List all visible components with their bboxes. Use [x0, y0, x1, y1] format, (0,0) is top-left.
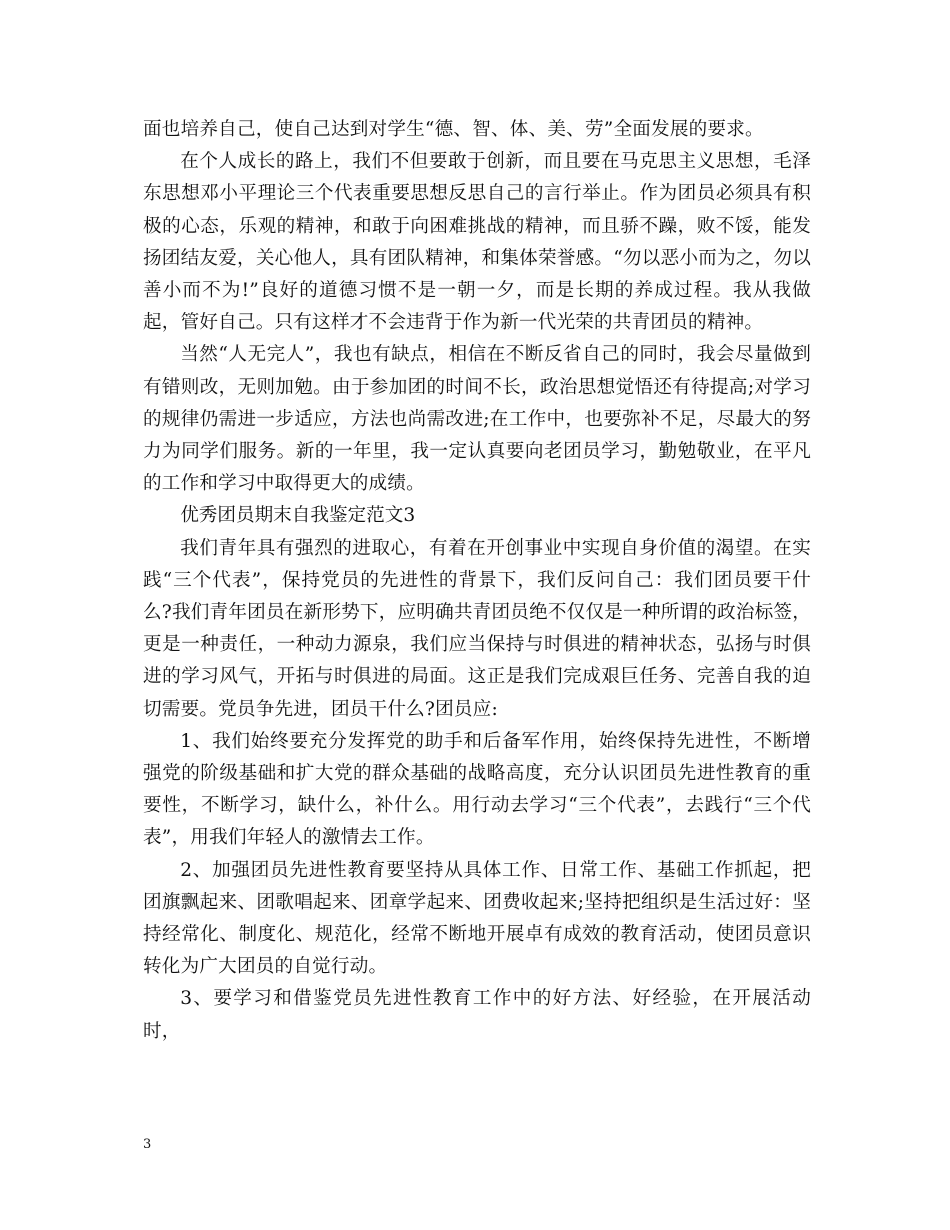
paragraph-point-2: 2、加强团员先进性教育要坚持从具体工作、日常工作、基础工作抓起，把团旗飘起来、团歌唱起来、团章学起来、团费收起来;坚持把组织是生活过好：坚持经常化、制度化、规范化，经常不断地开展卓有成效的教育活动，使团员意识转化为广大团员的自觉行动。 [143, 859, 811, 978]
paragraph-continuation: 面也培养自己，使自己达到对学生“德、智、体、美、劳”全面发展的要求。 [143, 119, 764, 140]
paragraph-personal-growth: 在个人成长的路上，我们不但要敢于创新，而且要在马克思主义思想，毛泽东思想邓小平理论三个代表重要思想反思自己的言行举止。作为团员必须具有积极的心态，乐观的精神，和敢于向困难挑战的精神，而且骄不躁，败不馁，能发扬团结友爱，关心他人，具有团队精神，和集体荣誉感。“勿以恶小而为之，勿以善小而不为!”良好的道德习惯不是一朝一夕，而是长期的养成过程。我从我做起，管好自己。只有这样才不会违背于作为新一代光荣的共青团员的精神。 [143, 151, 811, 334]
section-heading: 优秀团员期末自我鉴定范文3 [180, 505, 416, 527]
paragraph-point-1: 1、我们始终要充分发挥党的助手和后备军作用，始终保持先进性，不断增强党的阶级基础和扩大党的群众基础的战略高度，充分认识团员先进性教育的重要性，不断学习，缺什么，补什么。用行动去学习“三个代表”，去践行“三个代表”，用我们年轻人的激情去工作。 [143, 730, 811, 849]
paragraph-youth-ambition: 我们青年具有强烈的进取心，有着在开创事业中实现自身价值的渴望。在实践“三个代表”，保持党员的先进性的背景下，我们反问自己：我们团员要干什么?我们青年团员在新形势下，应明确共青团员绝不仅仅是一种所谓的政治标签，更是一种责任，一种动力源泉，我们应当保持与时俱进的精神状态，弘扬与时俱进的学习风气，开拓与时俱进的局面。这正是我们完成艰巨任务、完善自我的迫切需要。党员争先进，团员干什么?团员应: [143, 537, 811, 720]
page-number: 3 [143, 1137, 152, 1152]
paragraph-point-3: 3、要学习和借鉴党员先进性教育工作中的好方法、好经验，在开展活动时， [143, 988, 811, 1042]
paragraph-shortcomings: 当然“人无完人”，我也有缺点，相信在不断反省自己的同时，我会尽量做到有错则改，无则加勉。由于参加团的时间不长，政治思想觉悟还有待提高;对学习的规律仍需进一步适应，方法也尚需改进;在工作中，也要弥补不足，尽最大的努力为同学们服务。新的一年里，我一定认真要向老团员学习，勤勉敬业，在平凡的工作和学习中取得更大的成绩。 [143, 344, 811, 495]
document-body [143, 114, 811, 1048]
